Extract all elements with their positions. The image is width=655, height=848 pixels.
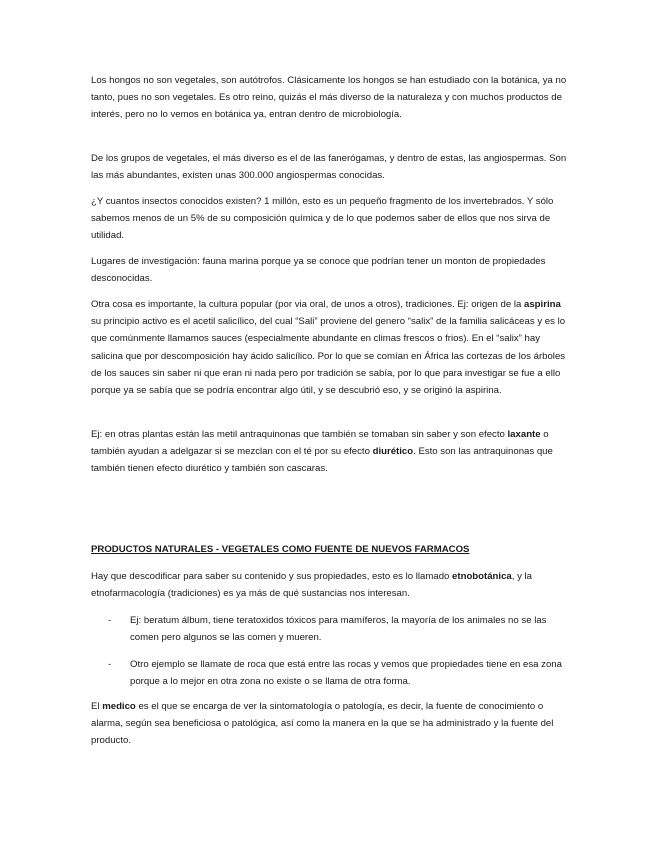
paragraph-antraquinonas <box>91 426 569 478</box>
bullet-marker-2: - <box>108 659 112 670</box>
antraquinonas-text-b: o también ayudan a adelgazar si se mezclan con el té por su efecto <box>91 429 549 458</box>
paragraph-hongos: Los hongos no son vegetales, son autótrofos. Clásicamente los hongos se han estudiado con la botánica, ya no tanto, pues no son vegetales. Es otro reino, quizás el más diverso de la naturaleza y con muchos productos de interés, pero no lo vemos en botánica ya, entran dentro de microbiología. <box>91 75 567 121</box>
paragraph-fanerogamas: De los grupos de vegetales, el más diverso es el de las fanerógamas, y dentro de estas, las angiospermas. Son las más abundantes, existen unas 300.000 angiospermas conocidas. <box>91 153 567 182</box>
medico-bold: medico <box>102 701 136 712</box>
aspirina-text-a: Otra cosa es importante, la cultura popular (por via oral, de unos a otros), tradiciones. Ej: origen de la <box>91 299 525 310</box>
etnobotanica-bold: etnobotánica <box>452 571 512 582</box>
paragraph-aspirina <box>91 296 569 399</box>
etnobotanica-text-a: Hay que descodificar para saber su contenido y sus propiedades, esto es lo llamado <box>91 571 453 582</box>
aspirina-text-b: su principio activo es el acetil salicílico, del cual “Sali” proviene del genero “salix” de la familia salicáceas y es lo que comúnmente llamamos sauces (especialmente abundante en climas frescos o frios). En el “salix” hay salicina que por descomposición hay ácido salicílico. Por lo que se comían en África las cortezas de los árboles de los sauces sin saber ni que eran ni nada pero por tradición se sabía, por lo que para investigar se fue a ello porque ya se sabía que se podría encontrar algo útil, y se descubrió eso, y se originó la aspirina. <box>91 316 566 397</box>
bullet-marker-1: - <box>108 615 112 626</box>
bullet-item-roca: Otro ejemplo se llamate de roca que está entre las rocas y vemos que propiedades tiene en esa zona porque a lo mejor en otra zona no existe o se llama de otra forma. <box>130 659 562 688</box>
antraquinonas-text-a: Ej: en otras plantas están las metil antraquinonas que también se tomaban sin saber y son efecto <box>91 429 508 440</box>
bullet-item-beratum: Ej: beratum álbum, tiene teratoxidos tóxicos para mamíferos, la mayoría de los animales no se las comen pero algunos se las comen y mueren. <box>130 615 547 644</box>
aspirina-bold: aspirina <box>524 299 561 310</box>
medico-text-a: El <box>91 701 103 712</box>
diuretico-bold: diurético <box>372 446 414 458</box>
paragraph-etnobotanica <box>91 568 569 602</box>
laxante-bold: laxante <box>507 429 541 440</box>
antraquinonas-text-c: . Esto son las antraquinonas que también tienen efecto diurético y también son cascaras. <box>91 446 553 475</box>
paragraph-insectos: ¿Y cuantos insectos conocidos existen? 1 millón, esto es un pequeño fragmento de los invertebrados. Y sólo sabemos menos de un 5% de su composición química y de lo que podemos saber de ellos que nos sirva de utilidad. <box>91 196 554 242</box>
etnobotanica-text-b: , y la etnofarmacología (tradiciones) es ya más de qué sustancias nos interesan. <box>91 571 533 600</box>
paragraph-investigacion: Lugares de investigación: fauna marina porque ya se conoce que podrían tener un monton de propiedades desconocidas. <box>91 256 546 285</box>
medico-text-b: es el que se encarga de ver la sintomatología o patología, es decir, la fuente de conocimiento o alarma, según sea beneficiosa o patológica, así como la manera en la que se ha administrado y la fuente del producto. <box>91 701 554 747</box>
paragraph-medico <box>91 698 569 750</box>
section-heading: PRODUCTOS NATURALES - VEGETALES COMO FUENTE DE NUEVOS FARMACOS <box>91 544 470 555</box>
